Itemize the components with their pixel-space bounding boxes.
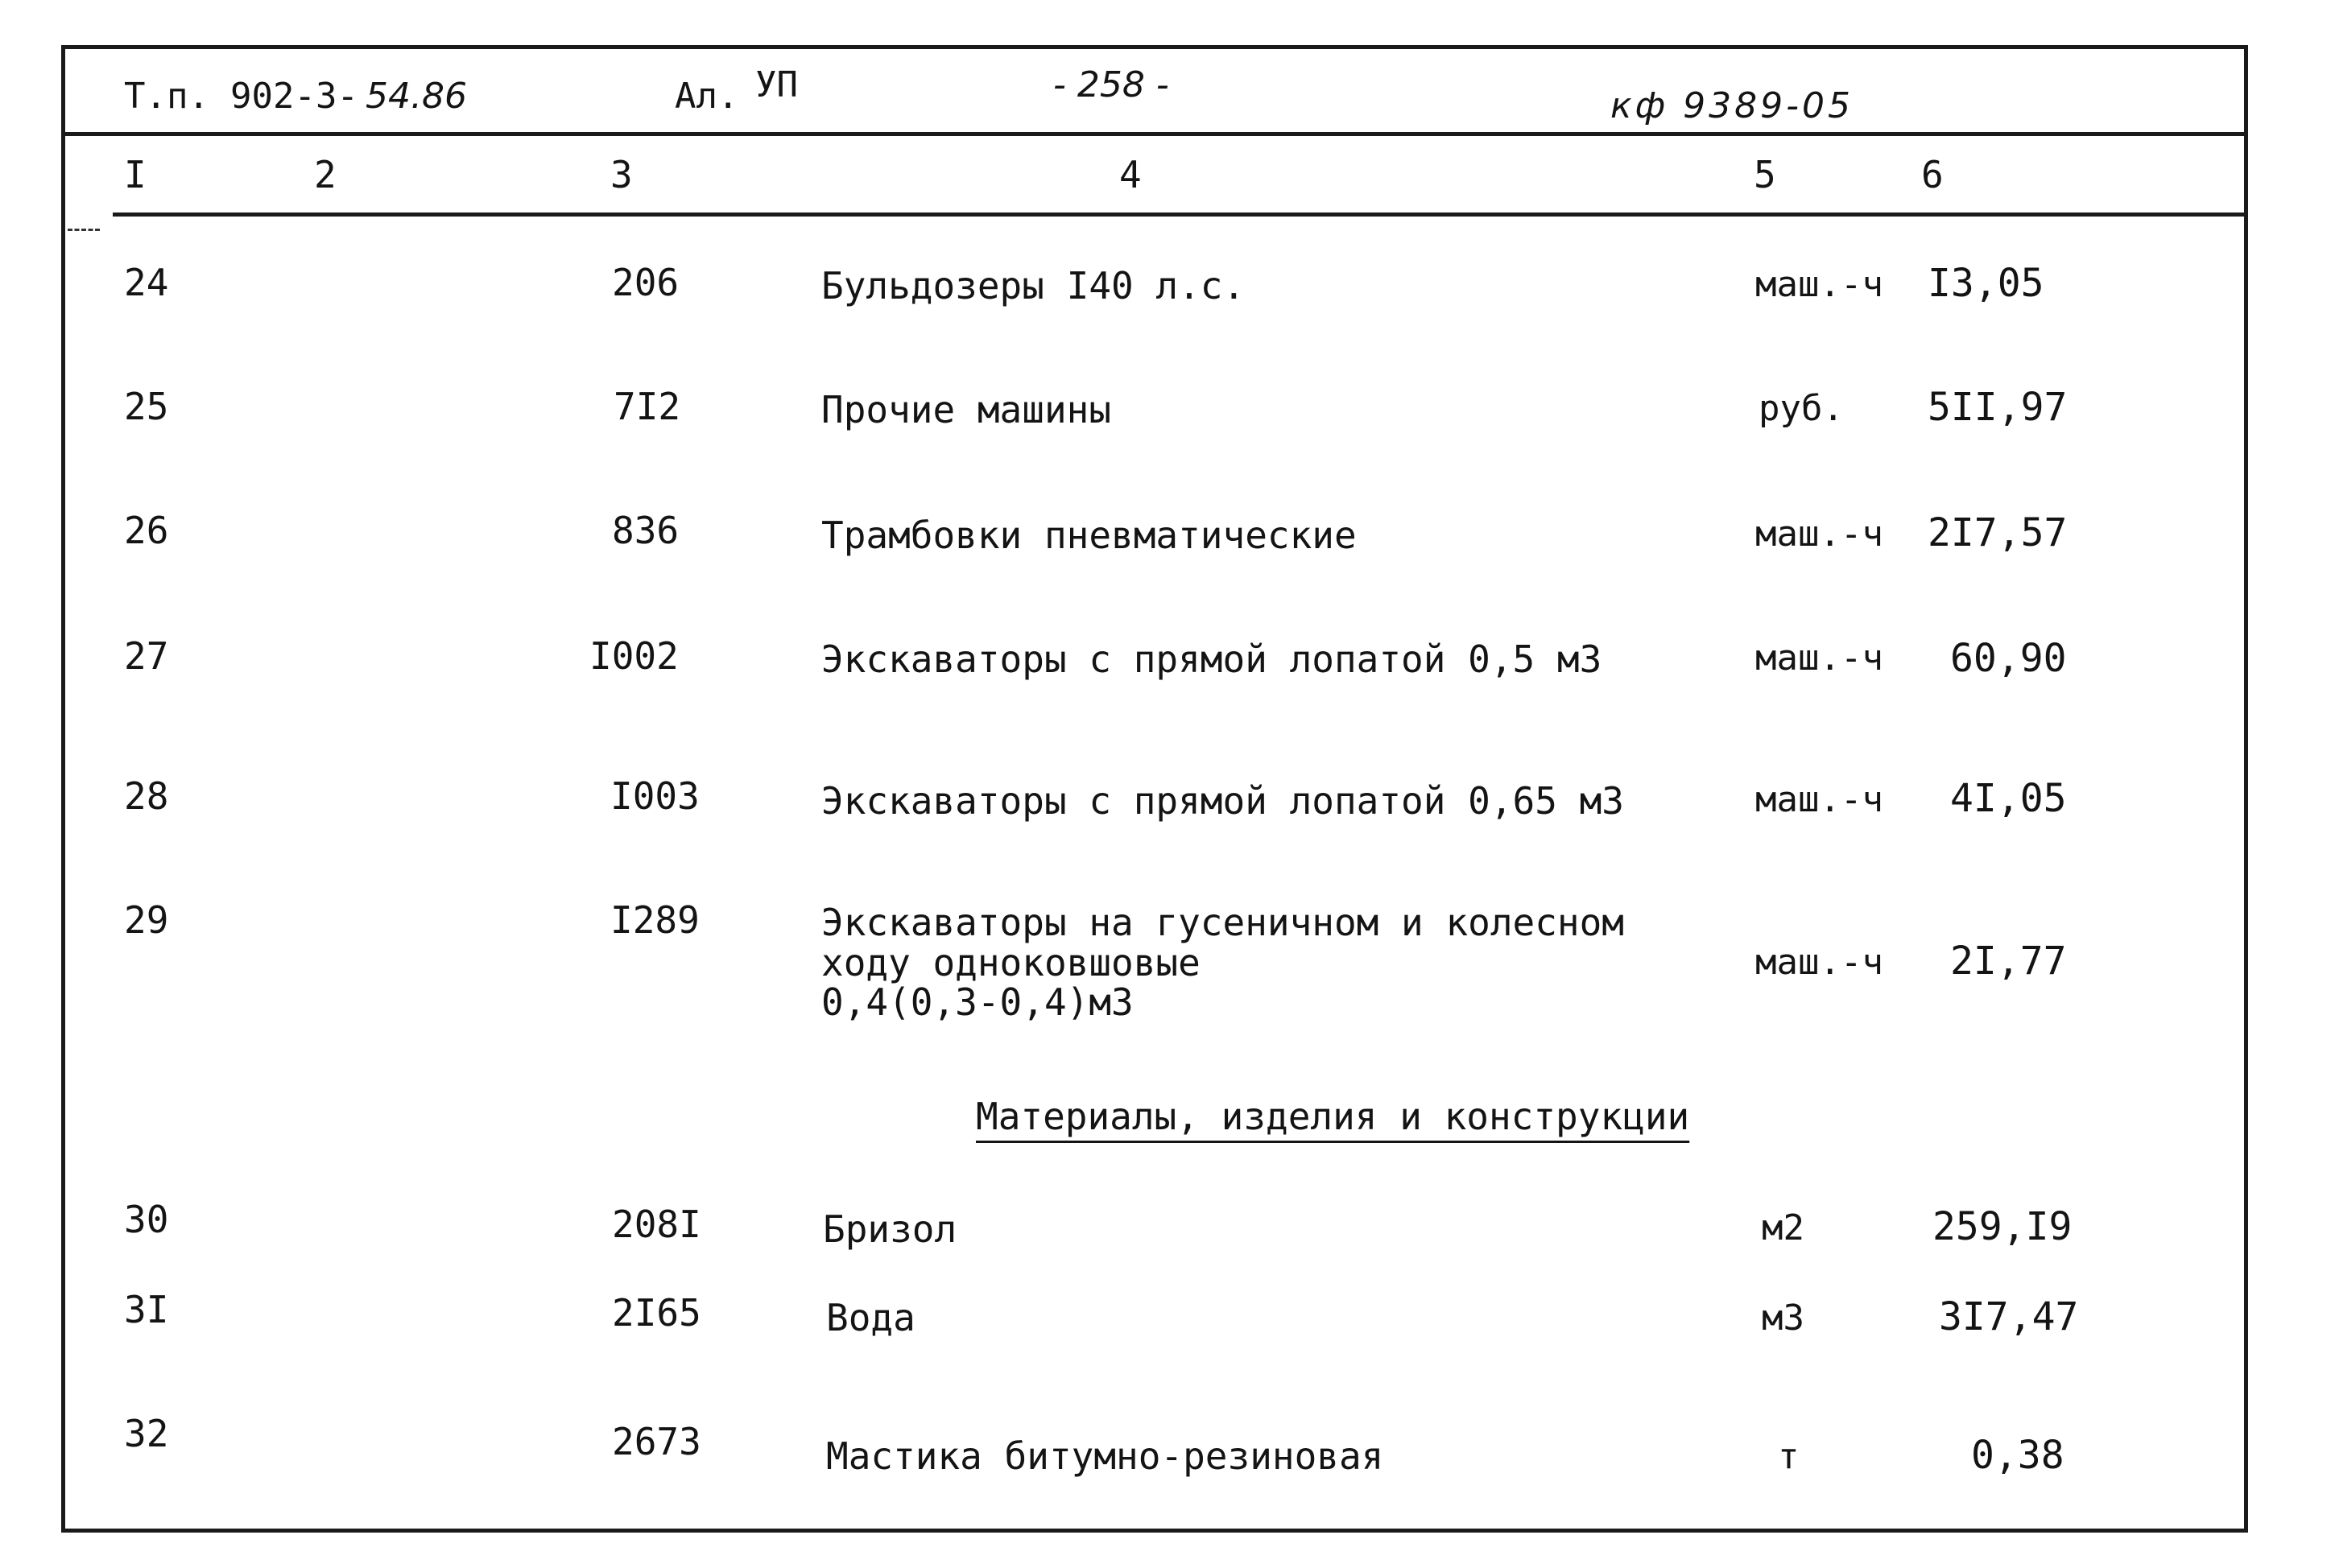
tp-prefix: Т.п.	[124, 76, 209, 117]
margin-dash-mark	[68, 229, 100, 231]
unit-of-measure: маш.-ч	[1755, 514, 1883, 555]
unit-of-measure: маш.-ч	[1755, 942, 1883, 983]
quantity-value: 5II,97	[1928, 385, 2068, 430]
unit-of-measure: т	[1778, 1436, 1800, 1477]
unit-of-measure: м2	[1762, 1207, 1804, 1248]
header-divider	[61, 132, 2248, 136]
column-header-4: 4	[1119, 153, 1142, 196]
row-number: 3I	[124, 1288, 169, 1331]
resource-code: 2I65	[612, 1291, 701, 1335]
unit-of-measure: маш.-ч	[1755, 264, 1883, 305]
resource-code: 836	[612, 509, 680, 552]
resource-description: Прочие машины	[821, 388, 1112, 431]
resource-code: I003	[610, 774, 700, 818]
unit-of-measure: маш.-ч	[1755, 779, 1883, 820]
row-number: 29	[124, 898, 169, 942]
column-header-5: 5	[1754, 153, 1776, 196]
resource-description: Вода	[826, 1296, 915, 1339]
quantity-value: 3I7,47	[1939, 1294, 2079, 1339]
unit-of-measure: руб.	[1759, 388, 1844, 429]
resource-code: 7I2	[614, 385, 681, 428]
row-number: 25	[124, 385, 169, 428]
row-number: 28	[124, 774, 169, 818]
column-header-3: 3	[610, 153, 633, 196]
quantity-value: 4I,05	[1950, 776, 2067, 821]
resource-description: Экскаваторы на гусеничном и колесном ходу одноковшовые 0,4(0,3-0,4)м3	[821, 901, 1624, 1025]
unit-of-measure: маш.-ч	[1755, 638, 1883, 679]
quantity-value: I3,05	[1928, 261, 2044, 306]
kf-code: кф 9389-05	[1610, 85, 1854, 126]
resource-description: Мастика битумно-резиновая	[826, 1434, 1384, 1478]
resource-code: 2673	[612, 1420, 701, 1463]
resource-code: I289	[610, 898, 700, 942]
column-header-1: I	[124, 153, 147, 196]
quantity-value: 2I,77	[1950, 939, 2067, 984]
row-number: 26	[124, 509, 169, 552]
quantity-value: 259,I9	[1932, 1204, 2073, 1249]
row-number: 27	[124, 634, 169, 678]
tp-code: 902-3-	[230, 76, 358, 117]
unit-of-measure: м3	[1762, 1298, 1804, 1339]
album-label: Ал.	[675, 76, 739, 117]
resource-code: I002	[589, 634, 679, 678]
row-number: 30	[124, 1198, 169, 1241]
resource-description: Экскаваторы с прямой лопатой 0,65 м3	[821, 779, 1624, 823]
resource-description: Бризол	[823, 1207, 957, 1251]
row-number: 24	[124, 261, 169, 304]
column-header-divider	[113, 213, 2248, 217]
quantity-value: 2I7,57	[1928, 510, 2068, 555]
tp-suffix: 54.86	[366, 76, 467, 117]
resource-code: 208I	[612, 1203, 701, 1246]
resource-code: 206	[612, 261, 680, 304]
resource-description: Экскаваторы с прямой лопатой 0,5 м3	[821, 638, 1602, 681]
column-header-6: 6	[1921, 153, 1944, 196]
page-number: - 258 -	[1053, 64, 1169, 105]
row-number: 32	[124, 1412, 169, 1455]
quantity-value: 60,90	[1950, 636, 2067, 681]
resource-description: Трамбовки пневматические	[821, 514, 1357, 557]
album-value: УП	[755, 64, 798, 105]
quantity-value: 0,38	[1971, 1433, 2064, 1478]
column-header-2: 2	[314, 153, 337, 196]
section-heading: Материалы, изделия и конструкции	[976, 1095, 1690, 1138]
resource-description: Бульдозеры I40 л.с.	[821, 264, 1246, 307]
